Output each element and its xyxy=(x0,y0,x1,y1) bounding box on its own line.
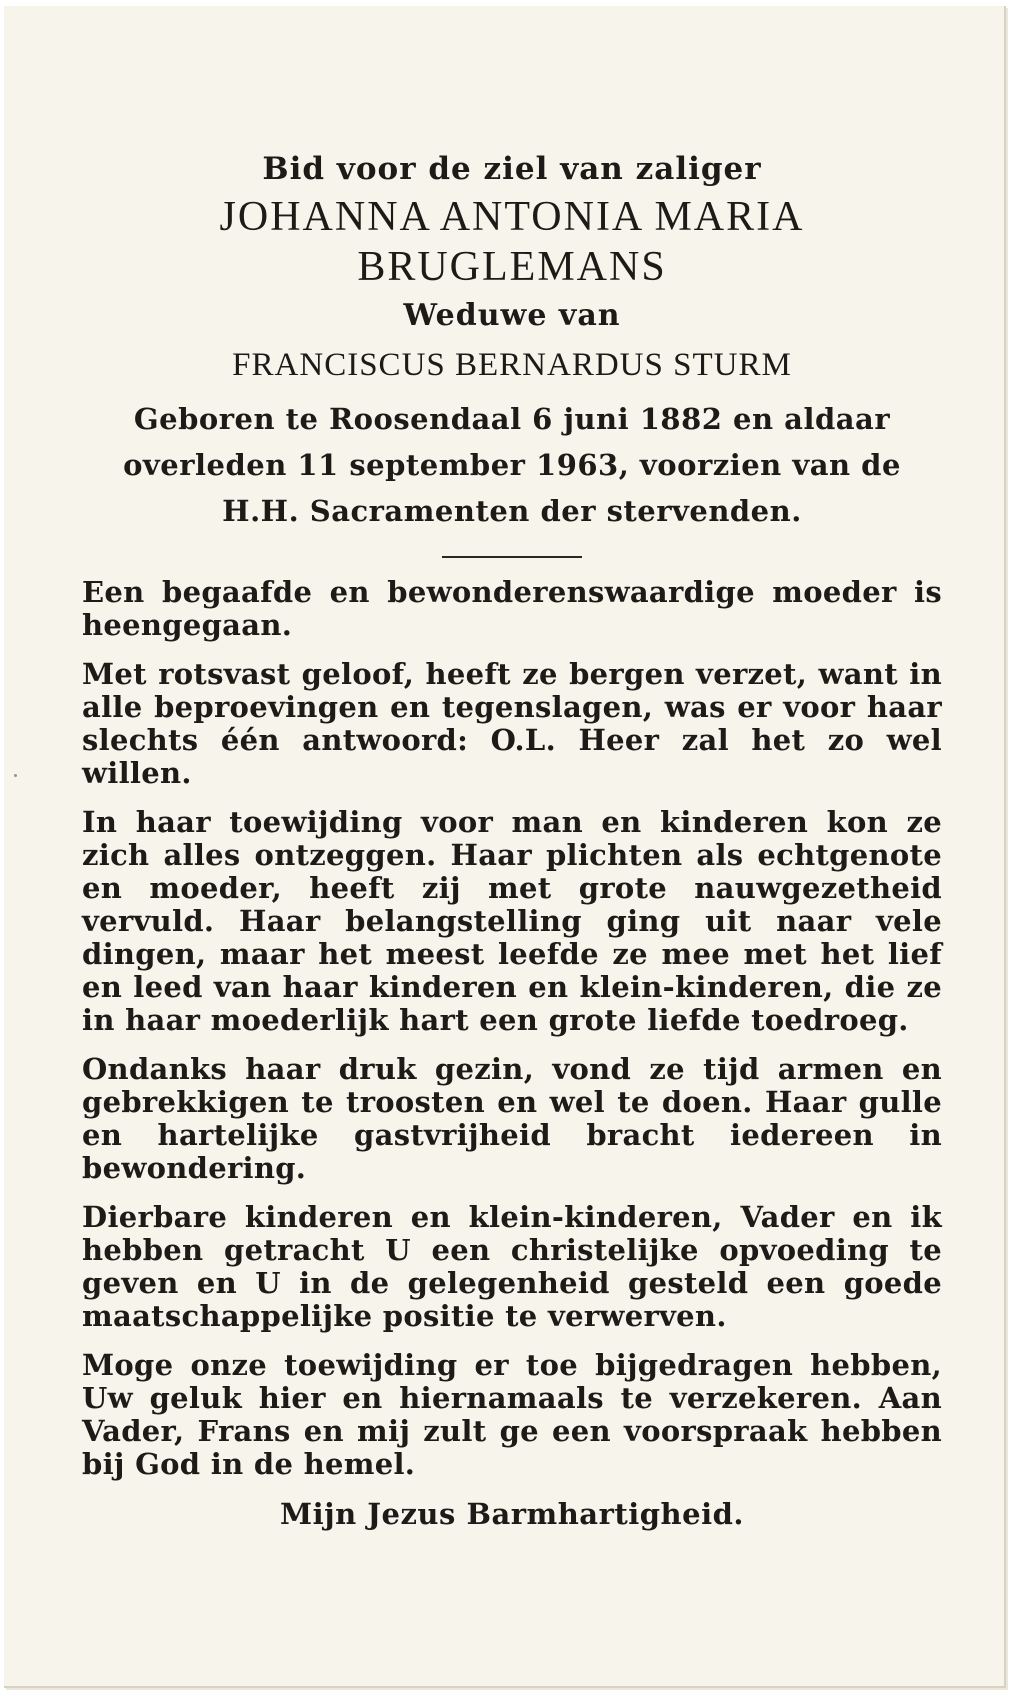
deceased-name-line2: BRUGLEMANS xyxy=(357,244,667,290)
birth-death-text: Geboren te Roosendaal 6 juni 1882 en aldaar overleden 11 september 1963, voorzien van de H.H. Sacramenten der stervenden. xyxy=(123,402,901,528)
divider-rule xyxy=(442,556,582,558)
paragraph: Dierbare kinderen en klein-kinderen, Vader en ik hebben getracht U een christelijke opvoeding te geven en U in de gelegenheid gesteld een goede maatschappelijke positie te verwerven. xyxy=(82,1200,942,1333)
paragraph: Moge onze toewijding er toe bijgedragen hebben, Uw geluk hier en hiernamaals te verzekeren. Aan Vader, Frans en mij zult ge een voorspraak hebben bij God in de hemel. xyxy=(82,1348,942,1481)
memorial-card xyxy=(4,6,1006,1688)
intro-line: Bid voor de ziel van zaliger xyxy=(262,151,762,187)
speck-mark xyxy=(14,774,17,777)
closing-prayer: Mijn Jezus Barmhartigheid. xyxy=(280,1497,744,1531)
paragraph: Een begaafde en bewonderenswaardige moeder is heengegaan. xyxy=(82,575,942,642)
spouse-name: FRANCISCUS BERNARDUS STURM xyxy=(232,347,792,383)
deceased-name-line1: JOHANNA ANTONIA MARIA xyxy=(219,194,805,240)
paragraph: Ondanks haar druk gezin, vond ze tijd armen en gebrekkigen te troosten en wel te doen. Haar gulle en hartelijke gastvrijheid bracht iedereen in bewondering. xyxy=(82,1052,942,1185)
widow-of-label: Weduwe van xyxy=(403,298,621,333)
paragraph: In haar toewijding voor man en kinderen kon ze zich alles ontzeggen. Haar plichten als echtgenote en moeder, heeft zij met grote nauwgezetheid vervuld. Haar belangstelling ging uit naar vele dingen, maar het meest leefde ze mee met het lief en leed van haar kinderen en klein-kinderen, die ze in haar moederlijk hart een grote liefde toedroeg. xyxy=(82,805,942,1037)
paragraph: Met rotsvast geloof, heeft ze bergen verzet, want in alle beproevingen en tegenslagen, was er voor haar slechts één antwoord: O.L. Heer zal het zo wel willen. xyxy=(82,657,942,790)
card-content xyxy=(82,146,942,1531)
